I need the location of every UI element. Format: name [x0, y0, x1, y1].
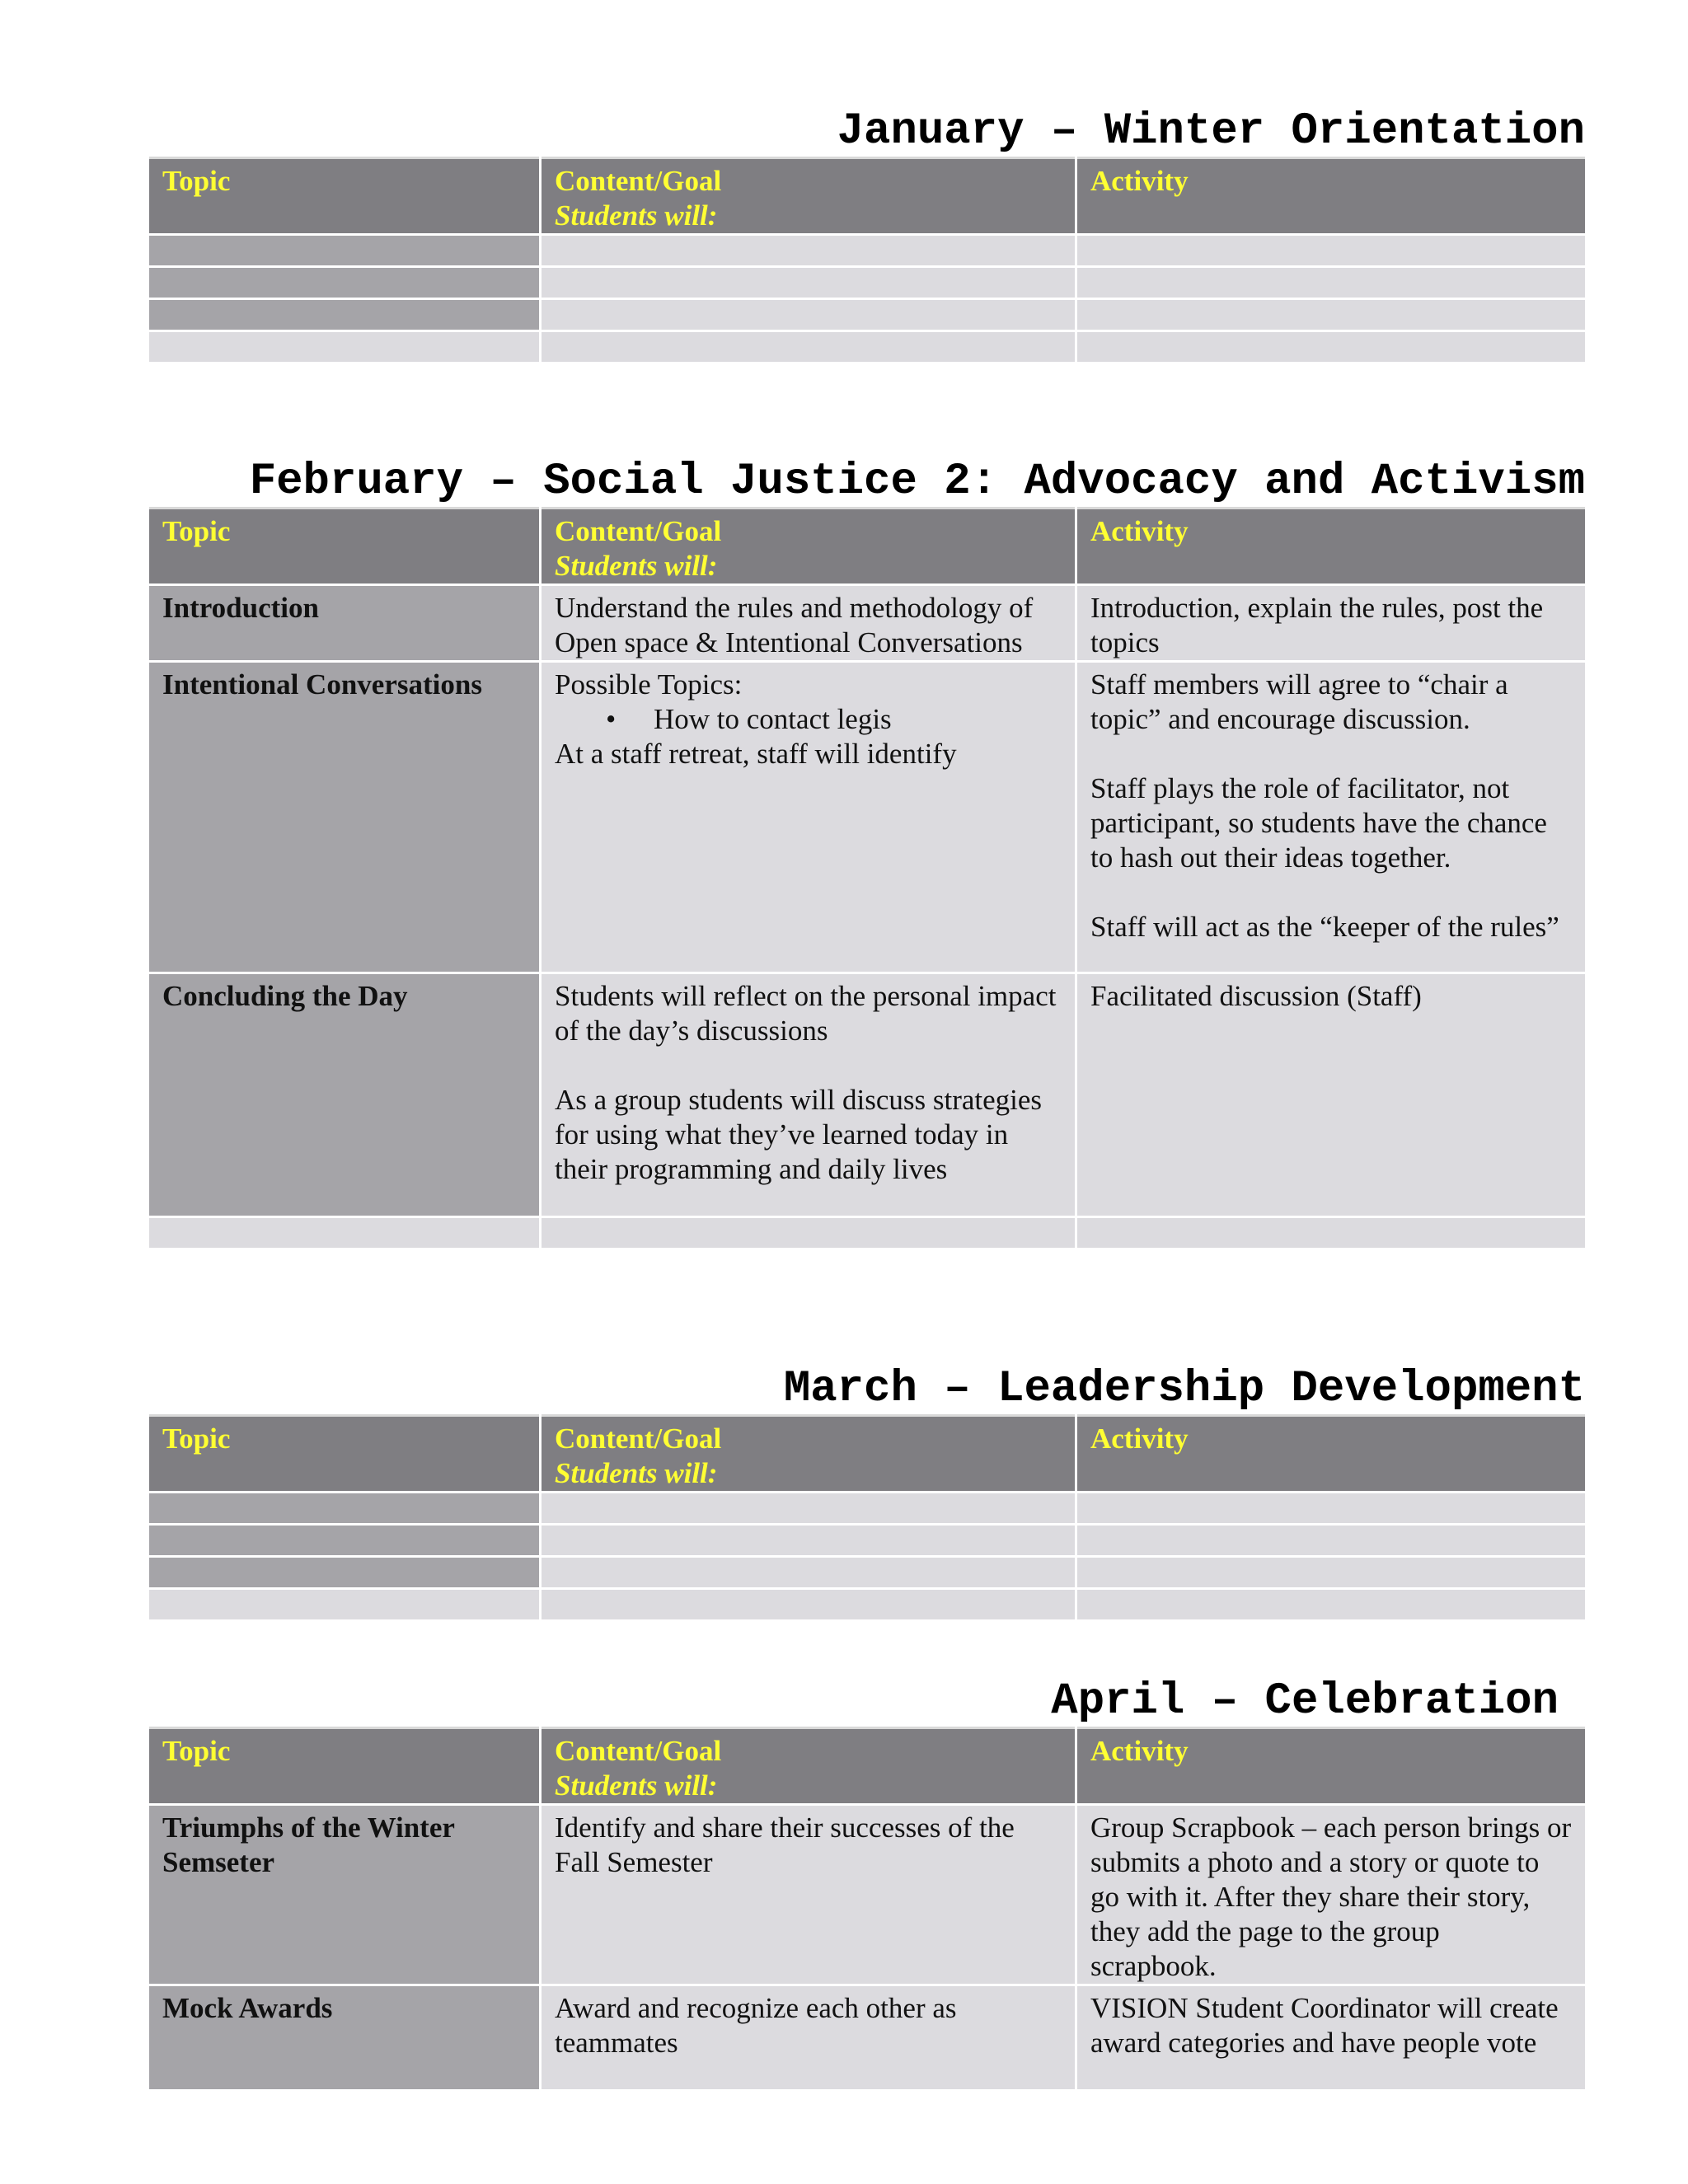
march-section	[147, 1365, 1585, 1622]
january-section	[147, 107, 1585, 364]
march-table	[147, 1414, 1587, 1622]
header-activity: Activity	[1076, 1416, 1587, 1493]
activity-paragraph: Staff members will agree to “chair a topic” and encourage discussion.	[1090, 668, 1508, 735]
february-section	[147, 457, 1585, 1250]
row-activity: Facilitated discussion (Staff)	[1076, 973, 1587, 1217]
table-header-row	[148, 158, 1587, 235]
header-content-goal-label: Content/Goal	[555, 1422, 722, 1455]
row-topic: Intentional Conversations	[148, 662, 541, 973]
header-students-will: Students will:	[555, 1457, 718, 1489]
header-content-goal-label: Content/Goal	[555, 1735, 722, 1767]
header-content-goal	[541, 1728, 1076, 1805]
row-activity: VISION Student Coordinator will create award categories and have people vote	[1076, 1985, 1587, 2091]
table-header-row	[148, 509, 1587, 585]
row-content	[541, 662, 1076, 973]
table-row	[148, 1525, 1587, 1557]
january-heading: January – Winter Orientation	[837, 106, 1585, 157]
row-activity	[1076, 662, 1587, 973]
table-row	[148, 299, 1587, 331]
february-table	[147, 507, 1587, 1250]
header-students-will: Students will:	[555, 199, 718, 232]
content-paragraph: Students will reflect on the personal impact of the day’s discussions	[555, 980, 1057, 1047]
content-outro: At a staff retreat, staff will identify	[555, 738, 957, 770]
table-row	[148, 585, 1587, 662]
header-content-goal-label: Content/Goal	[555, 515, 722, 547]
header-activity: Activity	[1076, 158, 1587, 235]
table-header-row	[148, 1416, 1587, 1493]
header-activity: Activity	[1076, 1728, 1587, 1805]
row-content: Understand the rules and methodology of Open space & Intentional Conversations	[541, 585, 1076, 662]
row-topic: Triumphs of the Winter Semseter	[148, 1805, 541, 1985]
row-topic: Concluding the Day	[148, 973, 541, 1217]
april-section	[147, 1677, 1585, 2092]
content-paragraph: As a group students will discuss strategies for using what they’ve learned today in their programming and daily lives	[555, 1084, 1043, 1185]
january-table	[147, 157, 1587, 364]
row-content	[541, 973, 1076, 1217]
row-activity: Introduction, explain the rules, post the topics	[1076, 585, 1587, 662]
table-row	[148, 331, 1587, 363]
row-content: Identify and share their successes of the Fall Semester	[541, 1805, 1076, 1985]
table-row	[148, 1557, 1587, 1589]
table-row	[148, 235, 1587, 267]
content-bullet-text: • How to contact legis	[654, 703, 892, 735]
activity-paragraph: Staff will act as the “keeper of the rules”	[1090, 911, 1559, 943]
content-bullet-item	[555, 702, 1062, 737]
table-row	[148, 1985, 1587, 2091]
header-students-will: Students will:	[555, 550, 718, 582]
table-row	[148, 1805, 1587, 1985]
content-intro: Possible Topics:	[555, 668, 743, 701]
header-topic: Topic	[148, 1416, 541, 1493]
february-heading: February – Social Justice 2: Advocacy and Activism	[249, 457, 1585, 507]
row-content: Award and recognize each other as teammates	[541, 1985, 1076, 2091]
table-row	[148, 662, 1587, 973]
table-row	[148, 1493, 1587, 1525]
header-activity: Activity	[1076, 509, 1587, 585]
row-activity: Group Scrapbook – each person brings or submits a photo and a story or quote to go with it. After they share their story, they add the page to the group scrapbook.	[1076, 1805, 1587, 1985]
april-heading: April – Celebration	[1051, 1676, 1559, 1727]
header-topic: Topic	[148, 509, 541, 585]
header-content-goal	[541, 1416, 1076, 1493]
table-row	[148, 1589, 1587, 1621]
header-students-will: Students will:	[555, 1769, 718, 1802]
table-header-row	[148, 1728, 1587, 1805]
march-heading: March – Leadership Development	[783, 1364, 1585, 1414]
table-row	[148, 267, 1587, 299]
header-content-goal	[541, 158, 1076, 235]
header-content-goal-label: Content/Goal	[555, 165, 722, 197]
table-row	[148, 973, 1587, 1217]
header-content-goal	[541, 509, 1076, 585]
row-topic: Introduction	[148, 585, 541, 662]
table-row	[148, 1217, 1587, 1249]
april-table	[147, 1727, 1587, 2092]
row-topic: Mock Awards	[148, 1985, 541, 2091]
header-topic: Topic	[148, 158, 541, 235]
header-topic: Topic	[148, 1728, 541, 1805]
activity-paragraph: Staff plays the role of facilitator, not participant, so students have the chance to hash out their ideas together.	[1090, 772, 1547, 874]
